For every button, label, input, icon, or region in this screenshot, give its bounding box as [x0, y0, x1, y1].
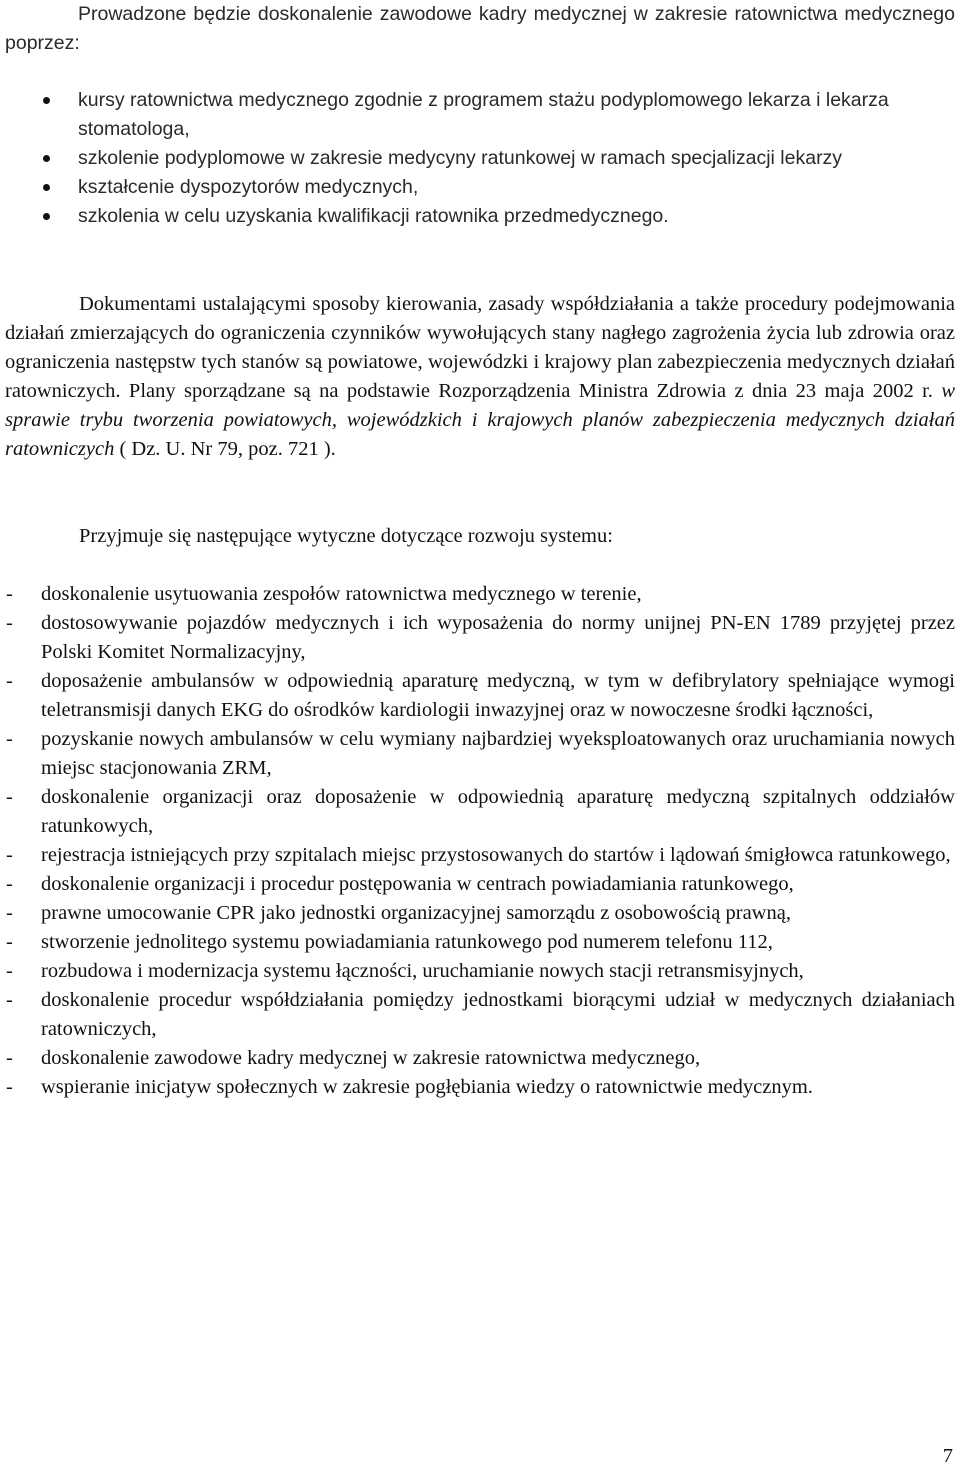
- bullet-list-item: [0, 202, 960, 231]
- dash-marker: -: [6, 583, 13, 605]
- guideline-text: pozyskanie nowych ambulansów w celu wymiany najbardziej wyeksploatowanych oraz uruchamiania nowych miejsc stacjonowania ZRM,: [41, 728, 955, 779]
- dash-marker: -: [6, 728, 13, 750]
- guideline-item: [0, 899, 960, 928]
- guideline-item: [0, 580, 960, 609]
- guideline-item: [0, 783, 960, 841]
- dash-marker: -: [6, 612, 13, 634]
- regulation-title: w sprawie trybu tworzenia powiatowych, wojewódzkich i krajowych planów zabezpieczenia medycznych działań ratowniczych: [5, 380, 955, 460]
- dash-marker: -: [6, 786, 13, 808]
- guideline-text: doskonalenie usytuowania zespołów ratownictwa medycznego w terenie,: [41, 583, 642, 605]
- documents-paragraph-main: Dokumentami ustalającymi sposoby kierowania, zasady współdziałania a także procedury podejmowania działań zmierzających do ograniczenia czynników wywołujących stany nagłego zagrożenia życia lub zdrowia oraz ograniczenia następstw tych stanów są powiatowe, wojewódzki i krajowy plan zabezpieczenia medycznych działań ratowniczych. Plany sporządzane są na podstawie Rozporządzenia Ministra Zdrowia z dnia 23 maja 2002 r.: [5, 293, 955, 402]
- bullet-list-item: [0, 86, 960, 144]
- bullet-list-item: [0, 173, 960, 202]
- page-number: 7: [942, 1445, 953, 1467]
- guideline-item: [0, 725, 960, 783]
- guideline-item: [0, 986, 960, 1044]
- dash-marker: -: [6, 873, 13, 895]
- guideline-item: [0, 667, 960, 725]
- bullet-icon: [43, 97, 50, 104]
- bullet-list-item: [0, 144, 960, 173]
- regulation-citation: ( Dz. U. Nr 79, poz. 721 ).: [114, 438, 336, 460]
- guideline-text: doposażenie ambulansów w odpowiednią aparaturę medyczną, w tym w defibrylatory spełniające wymogi teletransmisji danych EKG do ośrodków kardiologii inwazyjnej oraz w nowoczesne środki łączności,: [41, 670, 955, 721]
- guideline-text: dostosowywanie pojazdów medycznych i ich wyposażenia do normy unijnej PN-EN 1789 przyjętej przez Polski Komitet Normalizacyjny,: [41, 612, 955, 663]
- guideline-text: stworzenie jednolitego systemu powiadamiania ratunkowego pod numerem telefonu 112,: [41, 931, 773, 953]
- dash-marker: -: [6, 960, 13, 982]
- bullet-icon: [43, 155, 50, 162]
- guideline-item: [0, 957, 960, 986]
- guideline-item: [0, 1073, 960, 1102]
- guideline-text: doskonalenie organizacji oraz doposażenie w odpowiednią aparaturę medyczną szpitalnych oddziałów ratunkowych,: [41, 786, 955, 837]
- guideline-text: doskonalenie zawodowe kadry medycznej w zakresie ratownictwa medycznego,: [41, 1047, 701, 1069]
- guideline-item: [0, 870, 960, 899]
- bullet-text: kursy ratownictwa medycznego zgodnie z programem stażu podyplomowego lekarza i lekarza stomatologa,: [78, 89, 889, 140]
- bullet-icon: [43, 184, 50, 191]
- guideline-text: doskonalenie procedur współdziałania pomiędzy jednostkami biorącymi udział w medycznych działaniach ratowniczych,: [41, 989, 955, 1040]
- bullet-icon: [43, 213, 50, 220]
- guideline-text: doskonalenie organizacji i procedur postępowania w centrach powiadamiania ratunkowego,: [41, 873, 794, 895]
- guidelines-intro: Przyjmuje się następujące wytyczne dotyczące rozwoju systemu:: [79, 525, 613, 547]
- documents-paragraph: [5, 290, 955, 464]
- dash-marker: -: [6, 670, 13, 692]
- dash-marker: -: [6, 844, 13, 866]
- dash-marker: -: [6, 902, 13, 924]
- dash-marker: -: [6, 931, 13, 953]
- guideline-item: [0, 928, 960, 957]
- bullet-text: szkolenie podyplomowe w zakresie medycyny ratunkowej w ramach specjalizacji lekarzy: [78, 147, 843, 169]
- dash-marker: -: [6, 1047, 13, 1069]
- guideline-item: [0, 841, 960, 870]
- guidelines-list: [0, 580, 960, 1102]
- guideline-item: [0, 609, 960, 667]
- dash-marker: -: [6, 1076, 13, 1098]
- bullet-text: kształcenie dyspozytorów medycznych,: [78, 176, 419, 198]
- guideline-text: rejestracja istniejących przy szpitalach miejsc przystosowanych do startów i lądowań śmigłowca ratunkowego,: [41, 844, 951, 866]
- guideline-text: wspieranie inicjatyw społecznych w zakresie pogłębiania wiedzy o ratownictwie medycznym.: [41, 1076, 813, 1098]
- intro-paragraph: Prowadzone będzie doskonalenie zawodowe kadry medycznej w zakresie ratownictwa medycznego poprzez:: [5, 3, 955, 54]
- guideline-text: prawne umocowanie CPR jako jednostki organizacyjnej samorządu z osobowością prawną,: [41, 902, 791, 924]
- dash-marker: -: [6, 989, 13, 1011]
- guideline-text: rozbudowa i modernizacja systemu łączności, uruchamianie nowych stacji retransmisyjnych,: [41, 960, 804, 982]
- guideline-item: [0, 1044, 960, 1073]
- bullet-list: [0, 86, 960, 231]
- bullet-text: szkolenia w celu uzyskania kwalifikacji ratownika przedmedycznego.: [78, 205, 669, 227]
